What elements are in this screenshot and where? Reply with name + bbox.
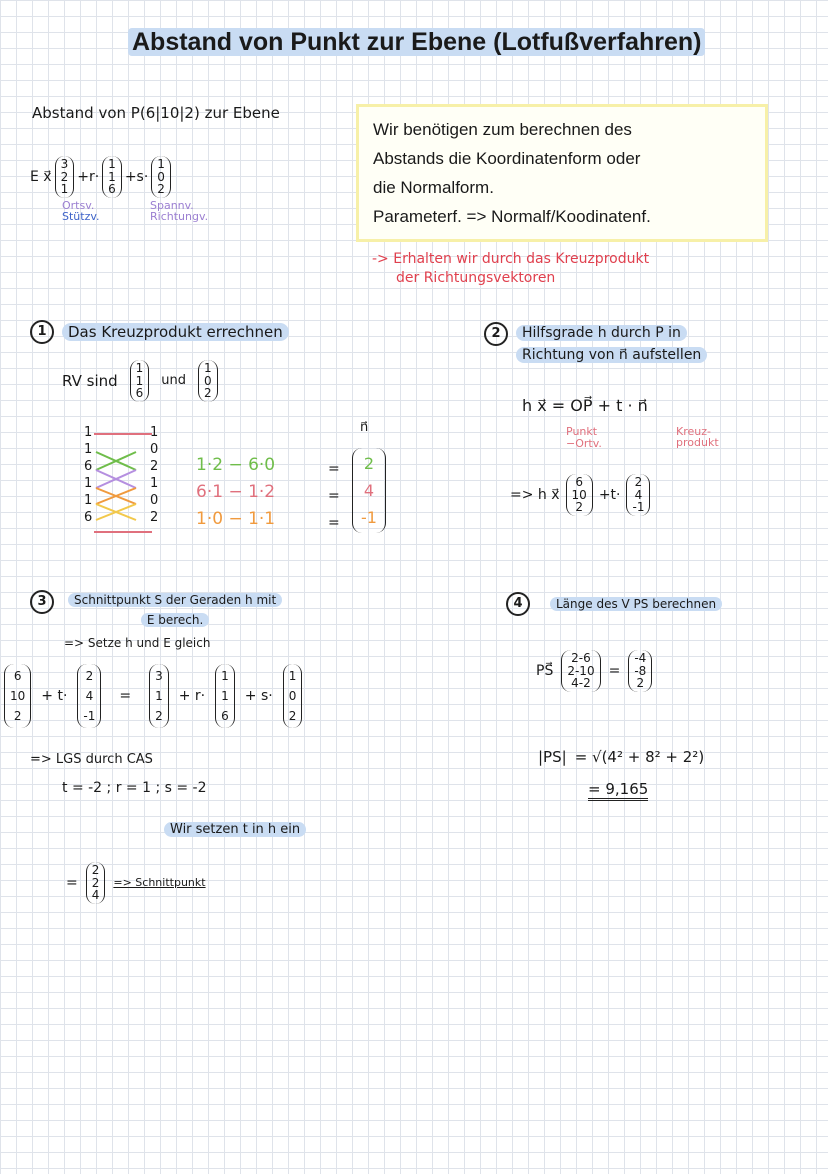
red-note: -> Erhalten wir durch das Kreuzprodukt der Richtungsvektoren: [372, 251, 650, 286]
lgs-solution: t = -2 ; r = 1 ; s = -2: [62, 780, 207, 796]
insert-note: Wir setzen t in h ein: [164, 822, 306, 837]
norm-calc: |PS| = √(4² + 8² + 2²): [538, 748, 705, 766]
rv-line: RV sind 1 1 6 und 1 0 2: [62, 360, 218, 402]
step-number: 1: [30, 320, 54, 344]
step4-header: [506, 592, 722, 616]
punkt-label: Punkt −Ortv.: [566, 425, 602, 450]
norm-value: = 9,165: [588, 780, 648, 798]
kreuzprodukt-label: Kreuz-produkt: [676, 425, 719, 449]
cross-scheme-lines: [80, 428, 180, 542]
cross-calculation: [196, 452, 275, 533]
calc-row-1: 1·2 − 6·0: [196, 455, 276, 475]
step4-heading: Länge des V PS berechnen: [550, 597, 722, 611]
intro-line: Abstand von P(6|10|2) zur Ebene: [32, 104, 280, 122]
page-title: Abstand von Punkt zur Ebene (Lotfußverfahren): [128, 28, 705, 57]
rv1-vector: 1 1 6: [130, 360, 150, 402]
step3-note: => Setze h und E gleich: [64, 636, 211, 650]
line-equation: h x⃗ = OP⃗ + t · n⃗: [522, 396, 648, 415]
ps-vector-calc: PS⃗ 2-6 2-10 4-2 = -4 -8 2: [536, 650, 652, 692]
calc-row-2: 6·1 − 1·2: [196, 482, 276, 502]
step-number: 2: [484, 322, 508, 346]
step3-heading-2: E berech.: [141, 613, 209, 627]
step-number: 3: [30, 590, 54, 614]
spannv-label: Spannv. Richtungv.: [150, 199, 209, 223]
step1-header: [30, 320, 289, 344]
cross-left-column: 1 1 6 1 1 6: [84, 425, 93, 525]
step3-heading-1: Schnittpunkt S der Geraden h mit: [68, 593, 282, 607]
support-vector: 3 2 1: [55, 156, 75, 198]
calc-row-3: 1·0 − 1·1: [196, 509, 276, 529]
plane-equation: E x⃗ 3 2 1 +r· 1 1 6 +s· 1 0 2: [30, 156, 171, 198]
cross-right-column: 1 0 2 1 0 2: [150, 425, 159, 525]
step-number: 4: [506, 592, 530, 616]
step2-header: [484, 322, 707, 366]
info-box: Wir benötigen zum berechnen des Abstands die Koordinatenform oder die Normalform. Parameterf. => Normalf/Koodinatenf.: [356, 104, 768, 242]
line-result: => h x⃗ 6 10 2 +t· 2 4 -1: [510, 474, 650, 516]
step2-heading-2: Richtung von n⃗ aufstellen: [516, 347, 707, 363]
intersection-equation: 6 10 2 + t· 2 4 -1 = 3 1 2 + r· 1 1 6 + s· 1 0 2: [4, 664, 302, 728]
step3-header: [30, 590, 282, 630]
direction-vector-2: 1 0 2: [151, 156, 171, 198]
ortsv-label: Ortsv. Stützv.: [62, 199, 100, 223]
normal-vector: 2 4 -1: [352, 448, 386, 533]
direction-vector-1: 1 1 6: [102, 156, 122, 198]
lgs-note: => LGS durch CAS: [30, 752, 153, 767]
intersection-result: = 2 2 4 => Schnittpunkt: [66, 863, 206, 903]
normal-vector-label: n⃗: [360, 420, 369, 435]
step2-heading-1: Hilfsgrade h durch P in: [516, 325, 687, 341]
step1-heading: Das Kreuzprodukt errechnen: [62, 323, 289, 341]
equation-prefix: E x⃗: [30, 168, 52, 185]
calc-equals: = = =: [328, 461, 340, 531]
rv2-vector: 1 0 2: [198, 360, 218, 402]
